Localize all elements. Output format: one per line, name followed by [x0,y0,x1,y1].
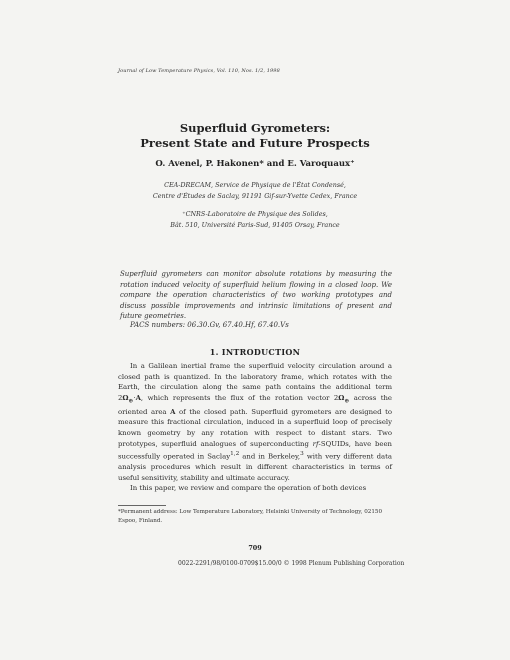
p1-text-a: In a Galilean inertial frame the superfluid velocity circulation around a closed path is quantized. In the laboratory frame, which rotates with the Earth, the circulation along the same path contains the additional term 2 [118,362,392,402]
area-vector-symbol: A [170,407,176,416]
citation-superscript: 1,2 [230,451,240,458]
body-text [118,361,392,494]
page-number: 709 [248,544,262,552]
journal-reference: Journal of Low Temperature Physics, Vol. 110, Nos. 1/2, 1998 [118,68,280,74]
p1-text-c: , which represents the flux of the rotation vector 2 [140,393,339,402]
earth-subscript: ⊕ [344,398,350,405]
paragraph-2: In this paper, we review and compare the operation of both devices [130,484,367,493]
omega-symbol: Ω [122,393,129,402]
p1-text-f: -SQUIDs, have been successfully operated in Saclay [118,439,392,461]
p1-text-d: across the oriented area [118,393,392,416]
p1-text-e: of the closed path. Superfluid gyrometers are designed to measure this fractional circulation, induced in a superfluid loop of precisely known geometry by any rotation with respect to distant stars. Two prototypes, superfluid analogues of superconducting [118,407,392,448]
omega-symbol: Ω [338,393,345,402]
authors: O. Avenel, P. Hakonen* and E. Varoquaux⁺ [155,159,355,169]
p1-text-b: · [133,393,136,402]
paragraph-1 [118,361,392,483]
affiliation-1-line-2: Centre d'Études de Saclay, 91191 Gif-sur-Yvette Cedex, France [152,192,358,200]
citation-superscript: 3 [300,451,304,458]
pacs-numbers: PACS numbers: 06.30.Gv, 67.40.Hf, 67.40.Vs [130,321,289,329]
title-line-2: Present State and Future Prospects [140,136,370,150]
earth-subscript: ⊕ [128,398,134,405]
affiliation-1-line-1: CEA-DRECAM, Service de Physique de l'État Condensé, [164,181,346,189]
p1-text-g: and in Berkeley, [239,452,301,461]
abstract: Superfluid gyrometers can monitor absolute rotations by measuring the rotation induced velocity of superfluid helium flowing in a closed loop. We compare the operation characteristics of two working prototypes and discuss possible improvements and intrinsic limitations of present and future geometries. [120,270,392,321]
footnote: *Permanent address: Low Temperature Laboratory, Helsinki University of Technology, 02150 Espoo, Finland. [118,509,383,524]
rf-italic: rf [312,439,319,448]
section-heading: 1. INTRODUCTION [209,347,301,357]
title-line-1: Superfluid Gyrometers: [179,121,331,135]
footnote-rule [118,505,166,506]
affiliation-2-line-1: ⁺CNRS-Laboratoire de Physique des Solides, [182,210,328,218]
copyright-line: 0022-2291/98/0100-0709$15.00/0 © 1998 Plenum Publishing Corporation [178,560,405,567]
affiliation-2-line-2: Bât. 510, Université Paris-Sud, 91405 Orsay, France [170,221,340,229]
p1-text-h: with very different data analysis procedures which result in different characteristics in terms of useful sensitivity, stability and ultimate accuracy. [118,452,392,482]
area-vector-symbol: A [135,393,141,402]
